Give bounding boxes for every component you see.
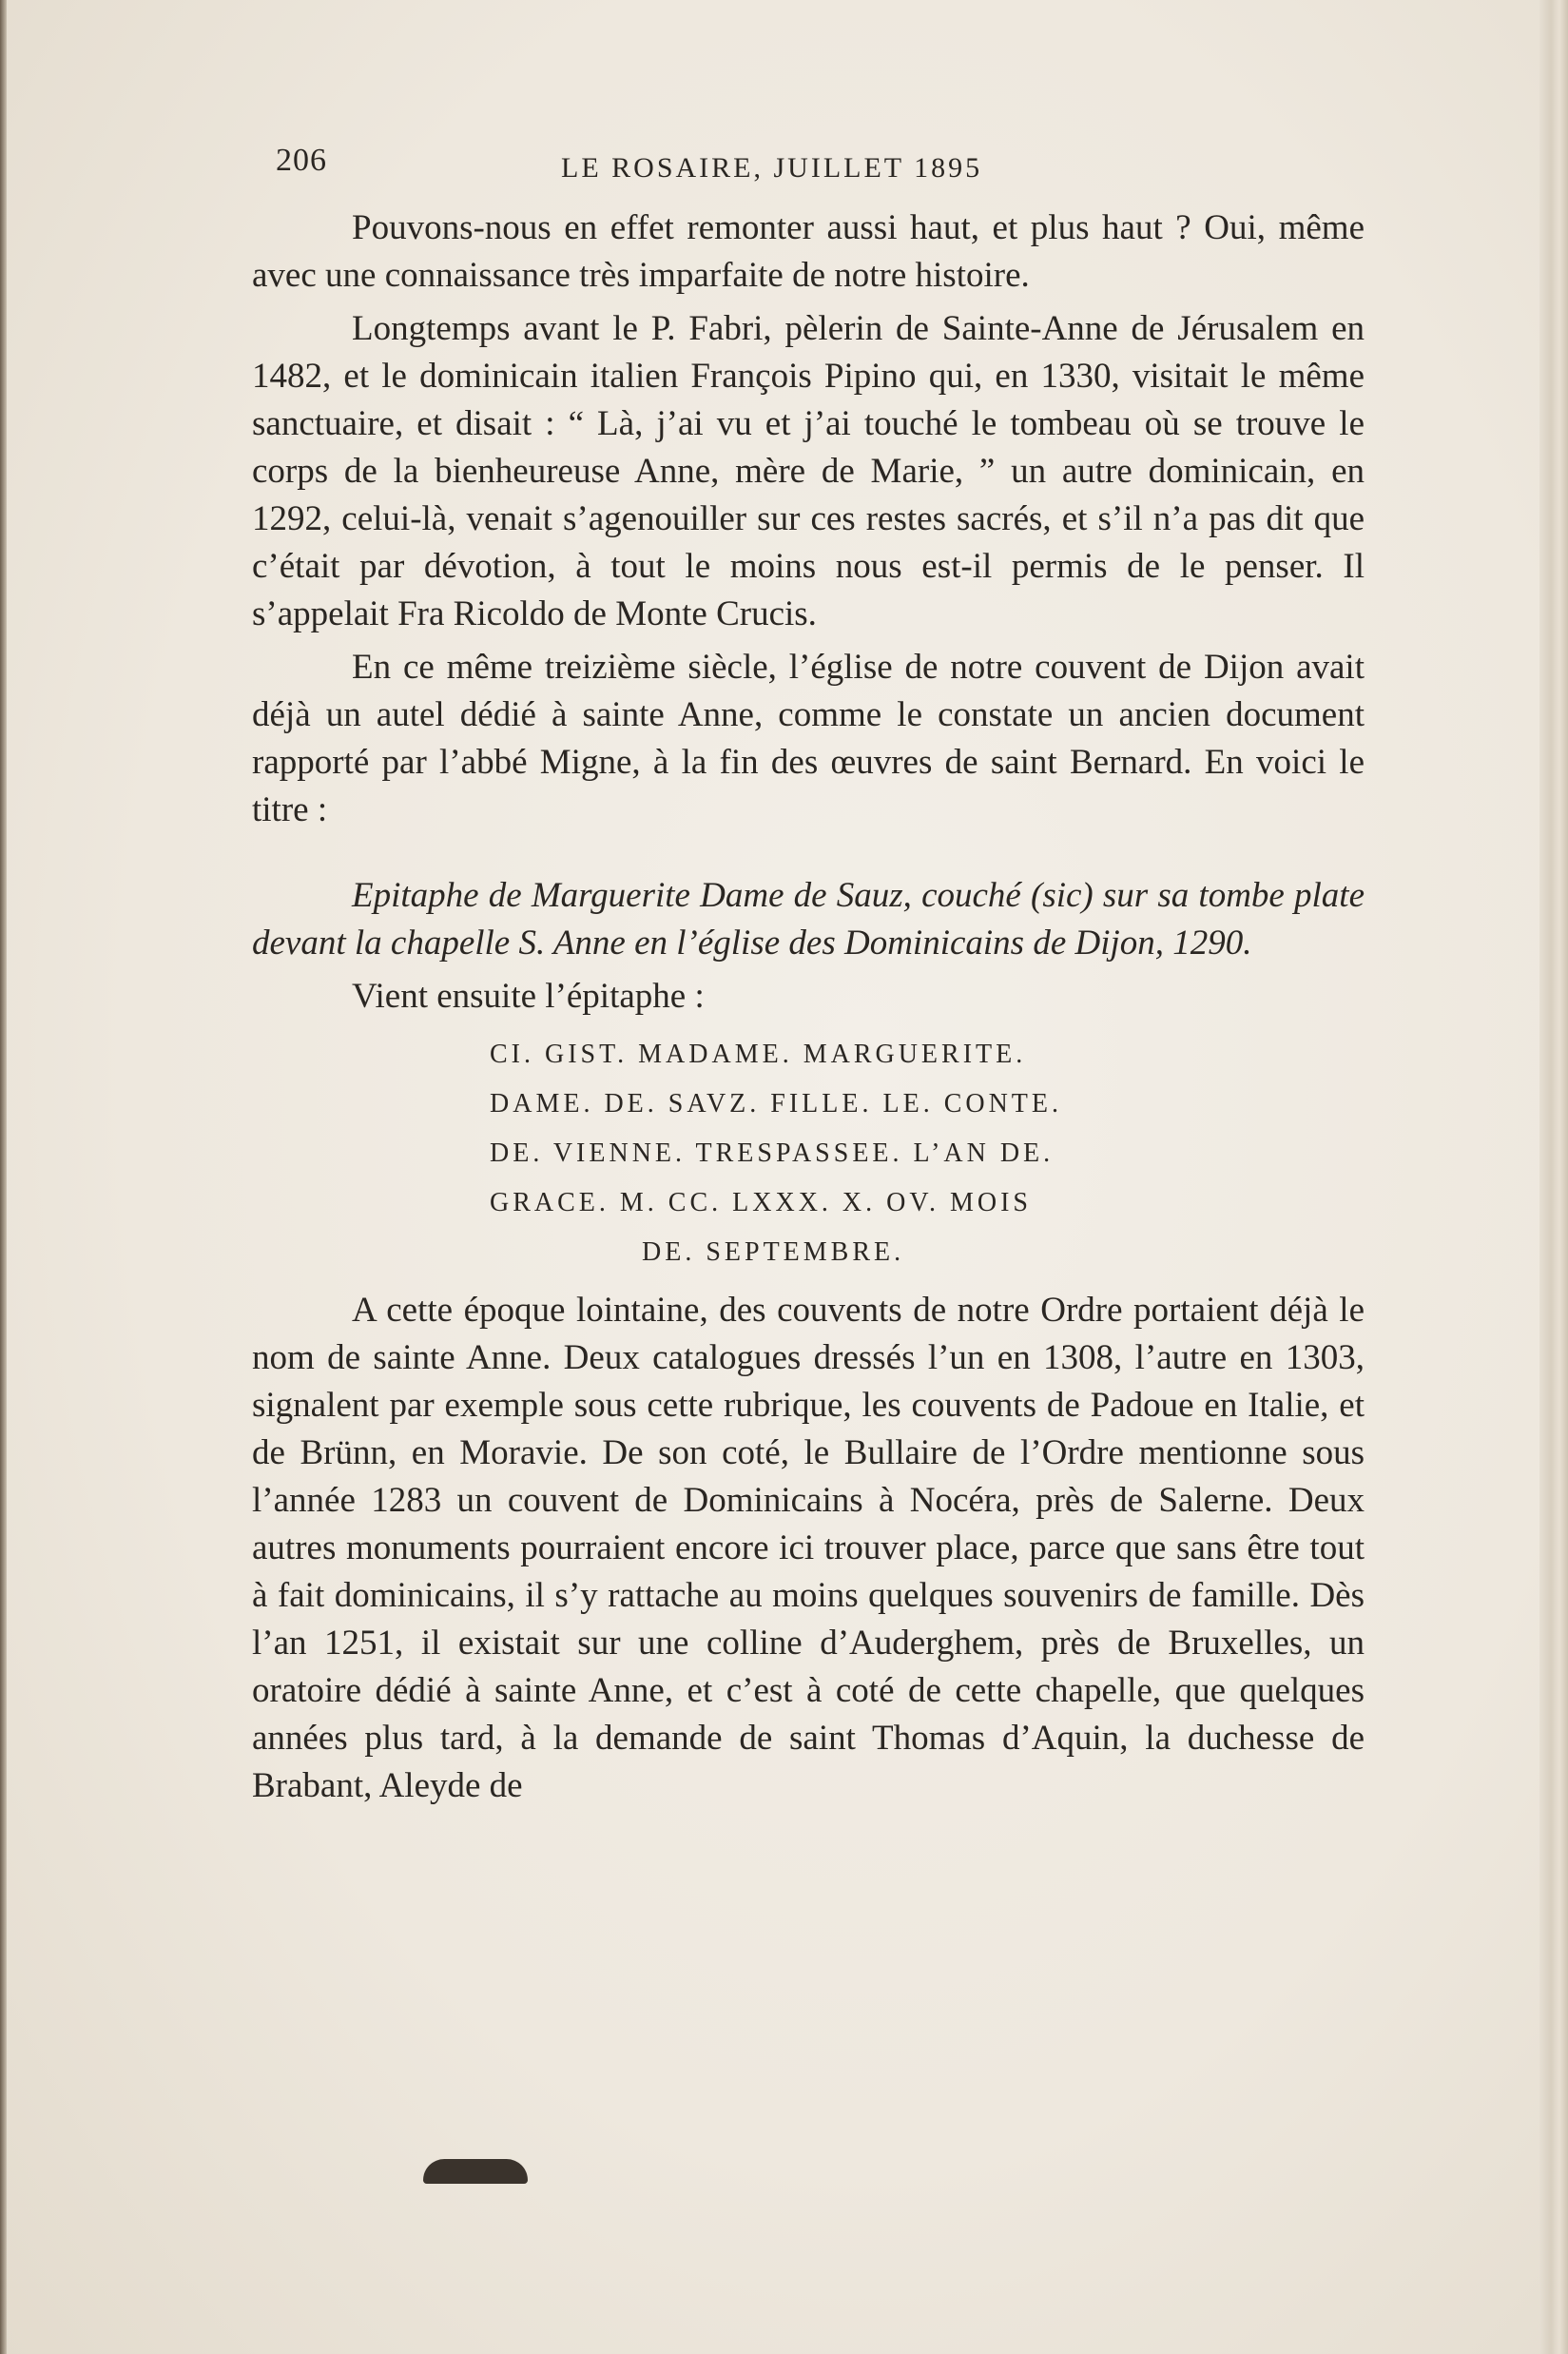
paragraph-1: Pouvons-nous en effet remonter aussi haut, et plus haut ? Oui, même avec une connaissance très imparfaite de notre histoire. [252,208,1365,295]
page-binding-edge [0,0,7,2354]
page-fore-edge [1539,0,1568,2354]
epitaph-line: DE. SEPTEMBRE. [642,1237,905,1267]
epitaph-intro: Vient ensuite l’épitaphe : [352,977,705,1016]
epitaph-line: DE. VIENNE. TRESPASSEE. L’AN DE. [490,1138,1055,1168]
page-body [252,204,1365,1816]
document-title: Epitaphe de Marguerite Dame de Sauz, couché (sic) sur sa tombe plate devant la chapelle S. Anne en l’église des Dominicains de Dijon, 1290. [252,876,1365,963]
epitaph-line: GRACE. M. CC. LXXX. X. OV. MOIS [490,1188,1032,1217]
page-header [276,143,1350,200]
ink-blot [423,2159,528,2184]
epitaph-line: CI. GIST. MADAME. MARGUERITE. [490,1040,1027,1069]
epitaph-line: DAME. DE. SAVZ. FILLE. LE. CONTE. [490,1089,1063,1119]
running-head: LE ROSAIRE, JUILLET 1895 [561,152,983,184]
paragraph-3: En ce même treizième siècle, l’église de notre couvent de Dijon avait déjà un autel dédié à sainte Anne, comme le constate un ancien document rapporté par l’abbé Migne, à la fin des œuvres de saint Bernard. En voici le titre : [252,648,1365,829]
paragraph-2: Longtemps avant le P. Fabri, pèlerin de Sainte-Anne de Jérusalem en 1482, et le dominicain italien François Pipino qui, en 1330, visitait le même sanctuaire, et disait : “ Là, j’ai vu et j’ai touché le tombeau où se trouve le corps de la bienheureuse Anne, mère de Marie, ” un autre dominicain, en 1292, celui-là, venait s’agenouiller sur ces restes sacrés, et s’il n’a pas dit que c’était par dévotion, à tout le moins nous est-il permis de le penser. Il s’appelait Fra Ricoldo de Monte Crucis. [252,309,1365,633]
closing-paragraph: A cette époque lointaine, des couvents de notre Ordre portaient déjà le nom de sainte Anne. Deux catalogues dressés l’un en 1308, l’autre en 1303, signalent par exemple sous cette rubrique, les couvents de Padoue en Italie, et de Brünn, en Moravie. De son coté, le Bullaire de l’Ordre mentionne sous l’année 1283 un couvent de Dominicains à Nocéra, près de Salerne. Deux autres monuments pourraient encore ici trouver place, parce que sans être tout à fait dominicains, il s’y rattache au moins quelques souvenirs de famille. Dès l’an 1251, il existait sur une colline d’Auderghem, près de Bruxelles, un oratoire dédié à sainte Anne, et c’est à coté de cette chapelle, que quelques années plus tard, à la demande de saint Thomas d’Aquin, la duchesse de Brabant, Aleyde de [252,1291,1365,1805]
page-number: 206 [276,143,327,178]
epitaph-inscription [252,1030,1365,1277]
